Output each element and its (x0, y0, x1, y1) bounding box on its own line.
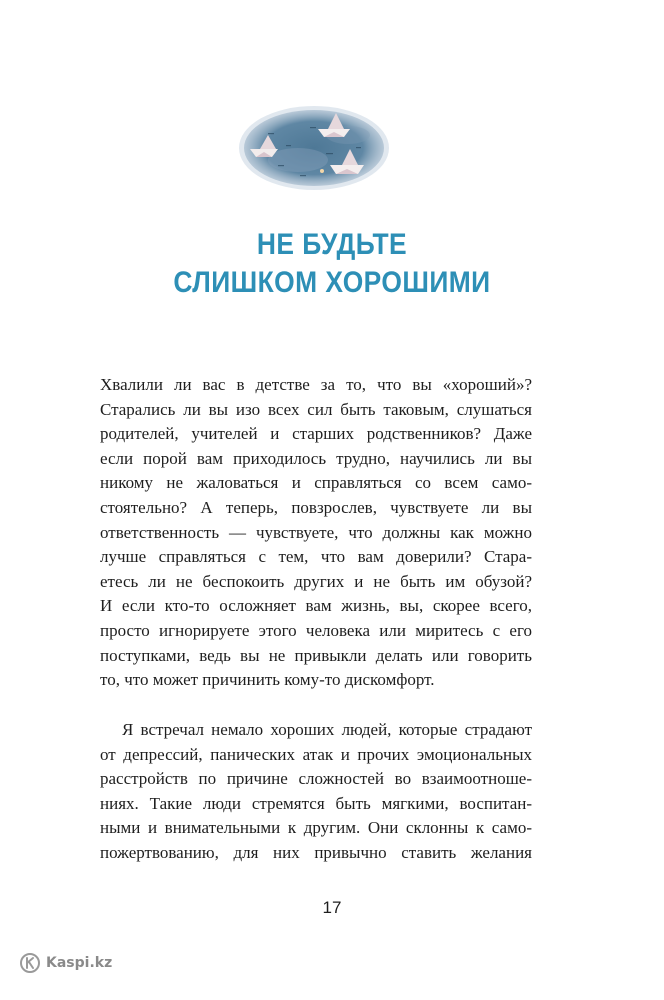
text-line: лучше справляться с тем, что вам доверили? Стара- (100, 547, 532, 567)
chapter-title-line-2: СЛИШКОМ ХОРОШИМИ (173, 266, 491, 299)
paragraph-2 (100, 718, 532, 866)
kaspi-logo-icon (20, 953, 40, 973)
text-line: Старались ли вы изо всех сил быть таковым, слушаться (100, 399, 532, 419)
kaspi-watermark (20, 953, 112, 973)
text-line: ниях. Такие люди стремятся быть мягкими, воспитан- (100, 793, 532, 813)
text-line: Хвалили ли вас в детстве за то, что вы «хороший»? (100, 375, 532, 394)
paragraph-1 (100, 373, 532, 693)
text-line: ными и внимательными к другим. Они склонны к само- (100, 818, 532, 838)
text-line: если порой вам приходилось трудно, научились ли вы (100, 448, 532, 468)
text-line: просто игнорируете этого человека или миритесь с его (100, 620, 532, 640)
text-line: от депрессий, панических атак и прочих эмоциональных (100, 744, 532, 764)
text-line: Я встречал немало хороших людей, которые страдают (122, 720, 532, 739)
chapter-title-line-1: НЕ БУДЬТЕ (256, 228, 408, 261)
text-line: родителей, учителей и старших родственников? Даже (100, 424, 532, 444)
text-line: стоятельно? А теперь, повзрослев, чувствуете ли вы (100, 497, 532, 517)
watermark-text: Kaspi.kz (46, 955, 113, 971)
text-line: етесь ли не беспокоить других и не быть им обузой? (100, 571, 532, 591)
text-line: пожертвованию, для них привычно ставить желания (100, 842, 532, 862)
text-line: расстройств по причине сложностей во взаимоотноше- (100, 769, 532, 789)
text-line: ответственность — чувствуете, что должны как можно (100, 522, 532, 542)
text-line: никому не жаловаться и справляться со всем само- (100, 473, 532, 493)
text-line: И если кто-то осложняет вам жизнь, вы, скорее всего, (100, 596, 532, 616)
text-line: то, что может причинить кому-то дискомфорт. (100, 670, 435, 690)
text-line: поступками, ведь вы не привыкли делать или говорить (100, 645, 532, 665)
page-number: 17 (322, 898, 342, 917)
paper-boats-illustration (238, 105, 390, 191)
